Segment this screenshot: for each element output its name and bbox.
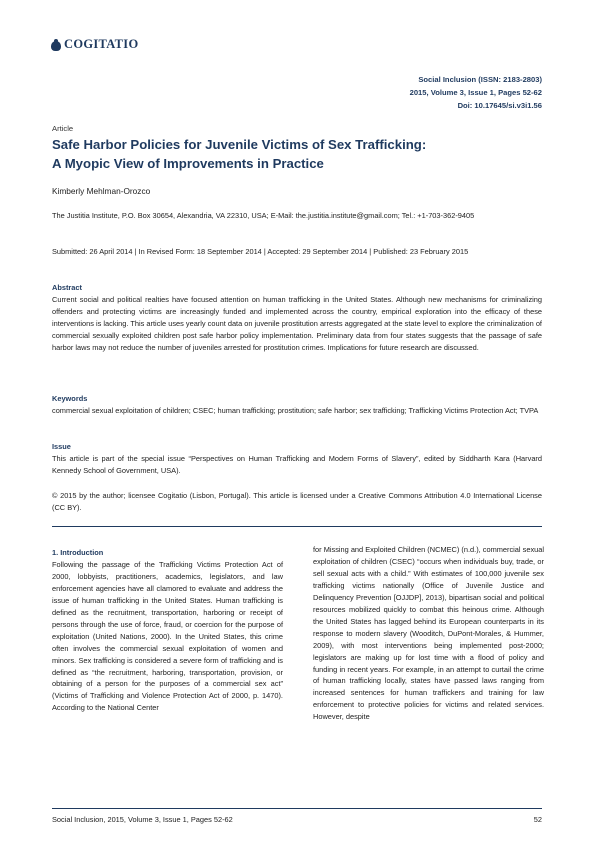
- title-line-2: A Myopic View of Improvements in Practice: [52, 156, 324, 171]
- page-footer: [52, 815, 542, 824]
- abstract-heading: Abstract: [52, 283, 82, 292]
- publication-dates: Submitted: 26 April 2014 | In Revised Form: 18 September 2014 | Accepted: 29 September 2014 | Published: 23 February 2015: [52, 247, 469, 256]
- issue-heading: Issue: [52, 442, 71, 451]
- publisher-logo: [51, 37, 138, 52]
- footer-divider: [52, 808, 542, 809]
- journal-doi[interactable]: Doi: 10.17645/si.v3i1.56: [457, 101, 542, 110]
- section-divider: [52, 526, 542, 527]
- keywords-heading: Keywords: [52, 394, 88, 403]
- footer-citation: Social Inclusion, 2015, Volume 3, Issue 1, Pages 52-62: [52, 815, 233, 824]
- author-name: Kimberly Mehlman-Orozco: [52, 186, 151, 196]
- intro-left-paragraph: Following the passage of the Trafficking Victims Protection Act of 2000, lobbyists, practitioners, academics, legislators, and law enforcement agencies have all clamored to evaluate and address the issue of human trafficking in the United States. Human trafficking is defined as the recruitment, transportation, harboring or receipt of persons through the use of force, fraud, or coercion for the purpose of exploitation (United Nations, 2000). In the United States, this crime often involves the commercial sexual exploitation of women and minors. Sex trafficking is considered a severe form of trafficking and is defined as “the recruitment, harboring, transportation, provision, or obtaining of a person for the purposes of a commercial sex act” (Victims of Trafficking and Violence Protection Act of 2000, p. 1470). According to the National Center: [52, 559, 283, 713]
- keywords-text: commercial sexual exploitation of children; CSEC; human trafficking; prostitution; safe harbor; sex trafficking; Trafficking Victims Protection Act; TVPA: [52, 406, 539, 415]
- article-title: [52, 135, 552, 173]
- article-type: Article: [52, 124, 74, 133]
- publisher-name: COGITATIO: [64, 37, 139, 51]
- journal-volume: 2015, Volume 3, Issue 1, Pages 52-62: [409, 88, 542, 97]
- page-number: 52: [533, 815, 542, 824]
- journal-issn: Social Inclusion (ISSN: 2183-2803): [418, 75, 542, 84]
- issue-text: This article is part of the special issue “Perspectives on Human Trafficking and Modern Forms of Slavery”, edited by Siddharth Kara (Harvard Kennedy School of Government, USA).: [52, 454, 542, 475]
- intro-left-column: [52, 547, 283, 714]
- title-line-1: Safe Harbor Policies for Juvenile Victims of Sex Trafficking:: [52, 137, 427, 152]
- journal-info: [410, 73, 542, 112]
- abstract-text: Current social and political realties have focused attention on human trafficking in the United States. Although new mechanisms for criminalizing offenders and protecting victims are increasingly funded and implemented across the country, empirical exploration into the efficacy of these interventions is lacking. This article uses yearly count data on juvenile prostitution arrests aggregated at the state level to explore the criminalization of commercial sexually exploited children post safe harbor policy implementation. Preliminary data from four states suggests that the passage of safe harbor laws may not reduce the number of juveniles arrested for prostitution crimes. Implications for future research are discussed.: [52, 295, 542, 352]
- intro-right-column: [313, 544, 544, 723]
- author-affiliation: The Justitia Institute, P.O. Box 30654, Alexandria, VA 22310, USA; E-Mail: the.justitia.institute@gmail.com; Tel.: +1-703-362-9405: [52, 211, 475, 220]
- license-text: © 2015 by the author; licensee Cogitatio (Lisbon, Portugal). This article is licensed under a Creative Commons Attribution 4.0 International License (CC BY).: [52, 491, 542, 512]
- intro-heading: 1. Introduction: [52, 548, 104, 557]
- cogitatio-logo-icon: [51, 39, 61, 51]
- intro-right-paragraph: for Missing and Exploited Children (NCMEC) (n.d.), commercial sexual exploitation of children (CSEC) “occurs when individuals buy, trade, or sell sexual acts with a child.” With estimates of 100,000 juvenile sex trafficking victims nationally (Office of Juvenile Justice and Delinquency Prevention [OJJDP], 2013), bipartisan social and political resources mobilized quickly to combat this heinous crime. Although the United States has lagged behind its European counterparts in its response to modern slavery (Wooditch, DuPont-Morales, & Hummer, 2009), with most interventions being implemented post-2000; legislators are making up for lost time with a flood of policy and funding in recent years. For example, in an attempt to curtail the crime of human trafficking locally, states have passed laws ranging from increased sentences for human traffickers and training for law enforcement to protective policies for victims and related services. However, despite: [313, 545, 544, 722]
